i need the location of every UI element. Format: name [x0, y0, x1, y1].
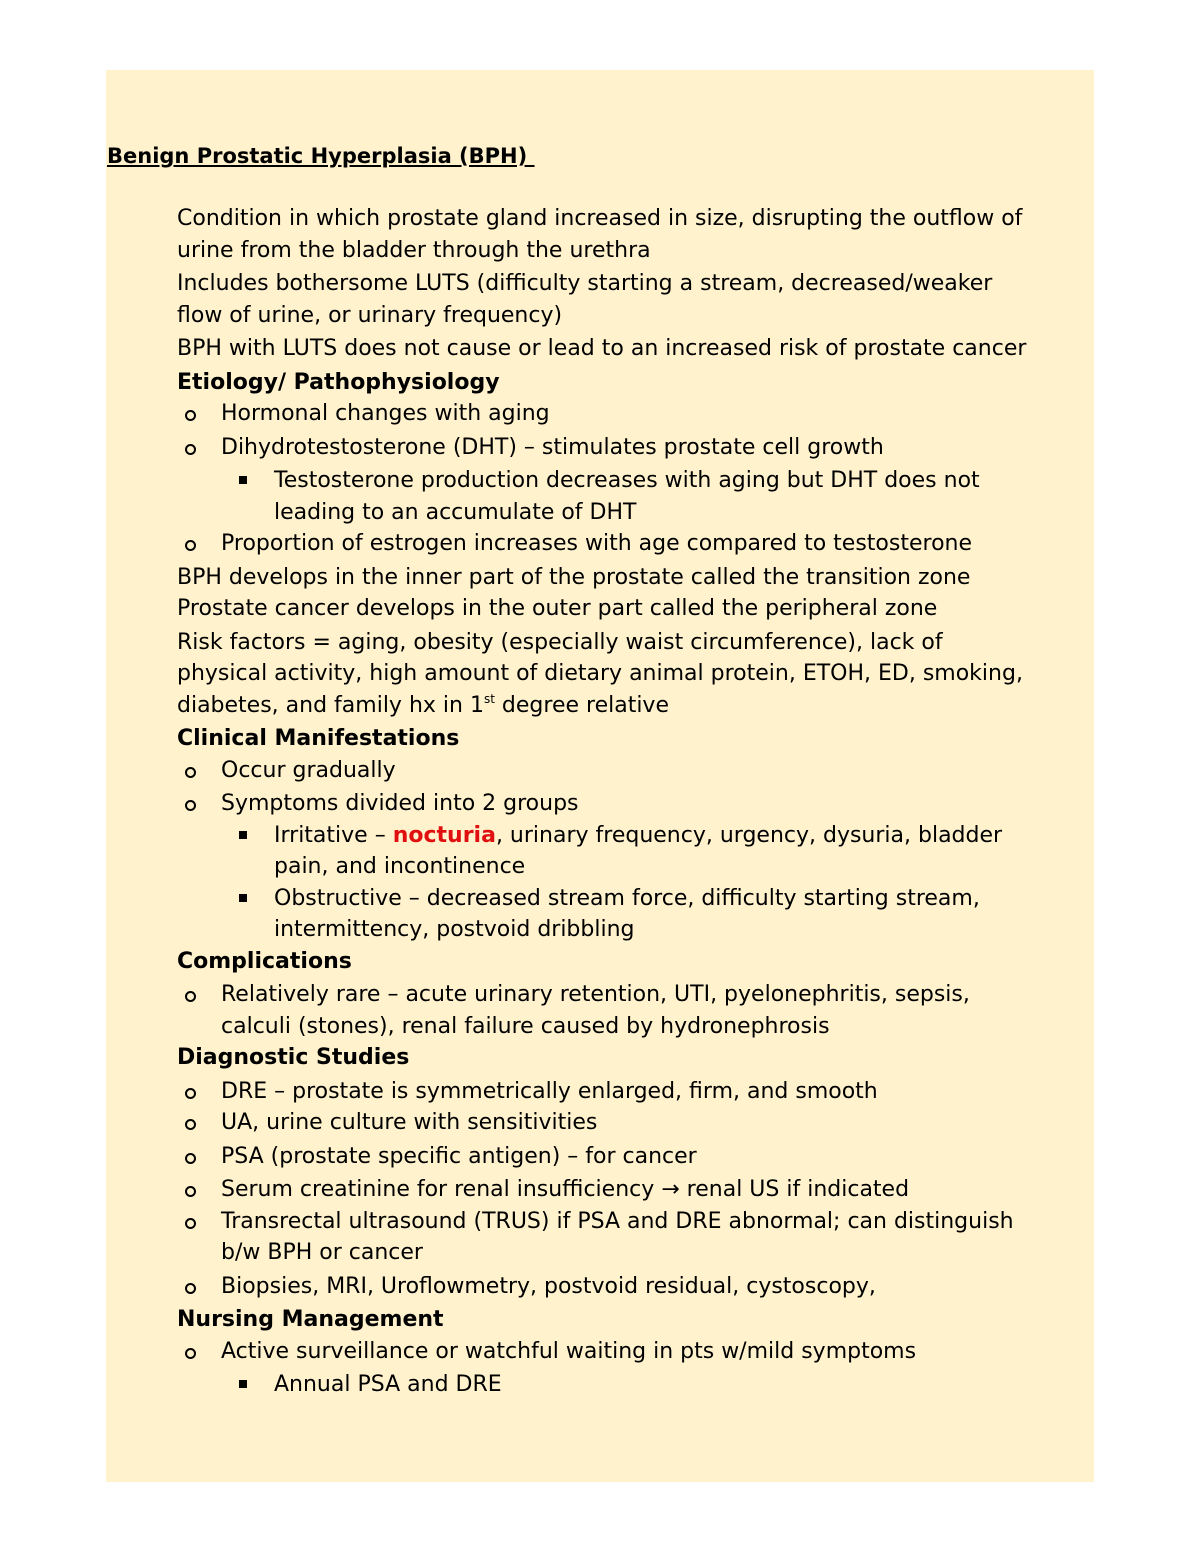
list-item: Hormonal changes with aging	[177, 398, 1092, 430]
sub-list-item: Obstructive – decreased stream force, difficulty starting stream,	[177, 883, 1092, 915]
list-item: DRE – prostate is symmetrically enlarged, firm, and smooth	[177, 1076, 1092, 1108]
section-heading-nursing: Nursing Management	[177, 1307, 444, 1332]
square-bullet-icon	[239, 476, 247, 484]
list-item: Proportion of estrogen increases with age compared to testosterone	[177, 528, 1092, 560]
hollow-circle-bullet-icon	[185, 410, 196, 421]
section-heading-etiology: Etiology/ Pathophysiology	[177, 369, 500, 395]
hollow-circle-bullet-icon	[185, 444, 196, 455]
sub-list-item-continuation: pain, and incontinence	[274, 854, 526, 879]
intro-text: flow of urine, or urinary frequency)	[177, 302, 563, 328]
section-heading-diagnostic: Diagnostic Studies	[177, 1045, 410, 1070]
hollow-circle-bullet-icon	[185, 1186, 196, 1197]
list-item: Occur gradually	[177, 755, 1092, 787]
intro-text: urine from the bladder through the urethra	[177, 237, 651, 263]
list-item: Biopsies, MRI, Uroflowmetry, postvoid residual, cystoscopy,	[177, 1271, 1092, 1303]
sub-list-item: Irritative – nocturia, urinary frequency, urgency, dysuria, bladder	[177, 820, 1092, 852]
list-item: Serum creatinine for renal insufficiency → renal US if indicated	[177, 1174, 1092, 1206]
document-body	[177, 203, 1092, 1401]
intro-text: BPH with LUTS does not cause or lead to an increased risk of prostate cancer	[177, 336, 1027, 361]
hollow-circle-bullet-icon	[185, 800, 196, 811]
hollow-circle-bullet-icon	[185, 1348, 196, 1359]
superscript: st	[483, 691, 495, 706]
hollow-circle-bullet-icon	[185, 1153, 196, 1164]
list-item: Symptoms divided into 2 groups	[177, 788, 1092, 820]
list-item: PSA (prostate specific antigen) – for cancer	[177, 1141, 1092, 1173]
sub-list-item: Annual PSA and DRE	[177, 1369, 1092, 1401]
highlighted-term: nocturia	[392, 822, 496, 848]
square-bullet-icon	[239, 894, 247, 902]
hollow-circle-bullet-icon	[185, 1218, 196, 1229]
section-heading-complications: Complications	[177, 948, 352, 974]
list-item: UA, urine culture with sensitivities	[177, 1107, 1092, 1139]
list-item-continuation: b/w BPH or cancer	[221, 1240, 423, 1265]
hollow-circle-bullet-icon	[185, 991, 196, 1002]
hollow-circle-bullet-icon	[185, 1088, 196, 1099]
body-text: diabetes, and family hx in 1st degree relative	[177, 691, 669, 718]
hollow-circle-bullet-icon	[185, 1283, 196, 1294]
hollow-circle-bullet-icon	[185, 1119, 196, 1130]
sub-list-item-continuation: intermittency, postvoid dribbling	[274, 917, 635, 942]
list-item: Active surveillance or watchful waiting in pts w/mild symptoms	[177, 1336, 1092, 1368]
hollow-circle-bullet-icon	[185, 767, 196, 778]
body-text: physical activity, high amount of dietary animal protein, ETOH, ED, smoking,	[177, 661, 1023, 686]
body-text: BPH develops in the inner part of the prostate called the transition zone	[177, 564, 971, 590]
intro-text: Includes bothersome LUTS (difficulty starting a stream, decreased/weaker	[177, 271, 993, 296]
square-bullet-icon	[239, 831, 247, 839]
body-text: Prostate cancer develops in the outer part called the peripheral zone	[177, 596, 938, 621]
list-item: Transrectal ultrasound (TRUS) if PSA and DRE abnormal; can distinguish	[177, 1206, 1092, 1238]
list-item: Dihydrotestosterone (DHT) – stimulates prostate cell growth	[177, 432, 1092, 464]
intro-text: Condition in which prostate gland increased in size, disrupting the outflow of	[177, 206, 1023, 231]
body-text: Risk factors = aging, obesity (especially waist circumference), lack of	[177, 629, 943, 655]
section-heading-clinical: Clinical Manifestations	[177, 726, 460, 751]
document-title: Benign Prostatic Hyperplasia (BPH)	[107, 144, 535, 168]
sub-list-item: Testosterone production decreases with aging but DHT does not	[177, 465, 1092, 497]
list-item: Relatively rare – acute urinary retention, UTI, pyelonephritis, sepsis,	[177, 979, 1092, 1011]
sub-list-item-continuation: leading to an accumulate of DHT	[274, 499, 637, 525]
list-item-continuation: calculi (stones), renal failure caused by hydronephrosis	[221, 1013, 830, 1039]
hollow-circle-bullet-icon	[185, 540, 196, 551]
square-bullet-icon	[239, 1380, 247, 1388]
